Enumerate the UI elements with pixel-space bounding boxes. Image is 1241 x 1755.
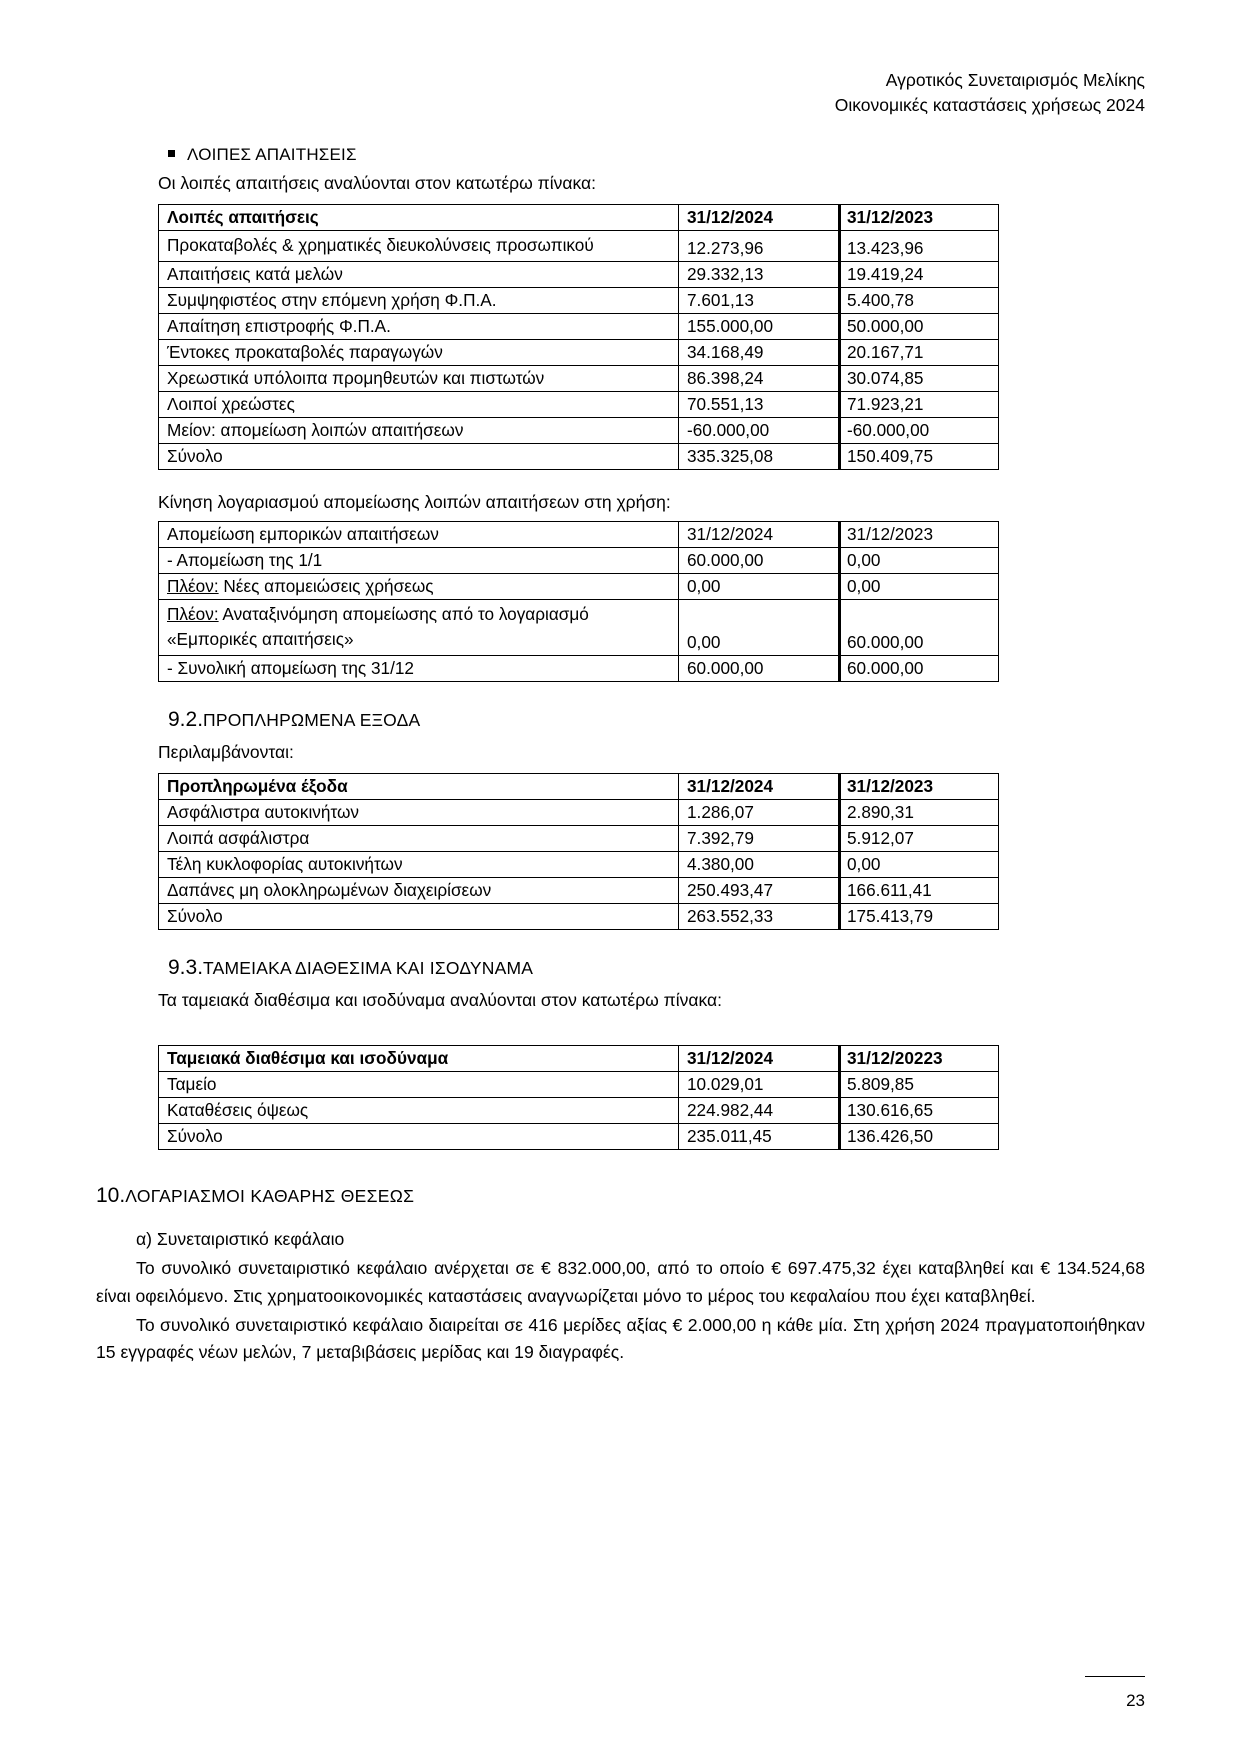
table-impairment: [158, 521, 999, 683]
table-row: [159, 391, 999, 417]
row-value-2023: 5.912,07: [839, 826, 999, 852]
table-header-row: [159, 204, 999, 230]
row-label: [159, 599, 679, 656]
table-row: [159, 417, 999, 443]
section-number: 10.: [96, 1184, 126, 1208]
col-header-label: Προπληρωμένα έξοδα: [159, 774, 679, 800]
paragraph-capital-1: Το συνολικό συνεταιριστικό κεφάλαιο ανέρχεται σε € 832.000,00, από το οποίο € 697.475,32 έχει καταβληθεί και € 134.524,68 είναι οφειλόμενο. Στις χρηματοοικονομικές καταστάσεις αναγνωρίζεται μόνο το μέρος του κεφαλαίου που έχει καταβληθεί.: [96, 1258, 1145, 1306]
row-value-2024: 155.000,00: [679, 313, 839, 339]
row-value-2024: 1.286,07: [679, 800, 839, 826]
row-label: Λοιπά ασφάλιστρα: [159, 826, 679, 852]
row-value-2024: 34.168,49: [679, 339, 839, 365]
row-value-2023: 166.611,41: [839, 878, 999, 904]
row-value-2024: 12.273,96: [679, 230, 839, 261]
table-row: [159, 826, 999, 852]
row-value-2024: 224.982,44: [679, 1098, 839, 1124]
row-label: Έντοκες προκαταβολές παραγωγών: [159, 339, 679, 365]
table-row: [159, 230, 999, 261]
table-other-receivables: [158, 204, 999, 470]
row-value-2024: 29.332,13: [679, 261, 839, 287]
col-header-2023: 31/12/2023: [839, 521, 999, 547]
row-label-text: Αναταξινόμηση απομείωσης από το λογαριασμό «Εμπορικές απαιτήσεις»: [167, 603, 589, 650]
col-header-2024: 31/12/2024: [679, 1046, 839, 1072]
row-label: Τέλη κυκλοφορίας αυτοκινήτων: [159, 852, 679, 878]
row-value-2024: 10.029,01: [679, 1072, 839, 1098]
row-label: Σύνολο: [159, 904, 679, 930]
col-header-2024: 31/12/2024: [679, 521, 839, 547]
table-row: [159, 573, 999, 599]
row-label: Σύνολο: [159, 443, 679, 469]
impairment-intro: Κίνηση λογαριασμού απομείωσης λοιπών απαιτήσεων στη χρήση:: [158, 491, 671, 512]
section-number: 9.3.: [168, 956, 204, 980]
section-number: 9.2.: [168, 708, 204, 732]
row-value-2023: 5.809,85: [839, 1072, 999, 1098]
row-value-2024: 70.551,13: [679, 391, 839, 417]
row-value-2023: 0,00: [839, 573, 999, 599]
row-label-text: Νέες απομειώσεις χρήσεως: [218, 575, 434, 596]
page-number: 23: [1126, 1691, 1145, 1710]
table-header-row: [159, 521, 999, 547]
row-value-2024: 86.398,24: [679, 365, 839, 391]
header-line-2: Οικονομικές καταστάσεις χρήσεως 2024: [834, 95, 1145, 116]
section-9-2-intro: Περιλαμβάνονται:: [158, 742, 294, 763]
row-label-text: - Απομείωση της 1/1: [167, 549, 323, 570]
table-row-total: [159, 656, 999, 682]
table-row: [159, 547, 999, 573]
row-label: Ασφάλιστρα αυτοκινήτων: [159, 800, 679, 826]
section-heading-10: [96, 1184, 1145, 1208]
row-label-prefix: Πλέον:: [167, 603, 219, 624]
row-value-2024: 60.000,00: [679, 656, 839, 682]
header-line-1: Αγροτικός Συνεταιρισμός Μελίκης: [885, 70, 1145, 90]
section-title: ΠΡΟΠΛΗΡΩΜΕΝΑ ΕΞΟΔΑ: [203, 710, 421, 731]
col-header-label: Λοιπές απαιτήσεις: [159, 204, 679, 230]
col-header-2024: 31/12/2024: [679, 204, 839, 230]
row-label: Χρεωστικά υπόλοιπα προμηθευτών και πιστωτών: [159, 365, 679, 391]
row-label: Καταθέσεις όψεως: [159, 1098, 679, 1124]
table-row: [159, 800, 999, 826]
col-header-2023: 31/12/2023: [839, 204, 999, 230]
row-value-2024: 7.601,13: [679, 287, 839, 313]
section-9-3-intro: Τα ταμειακά διαθέσιμα και ισοδύναμα αναλύονται στον κατωτέρω πίνακα:: [158, 990, 723, 1011]
table-row: [159, 1098, 999, 1124]
row-value-2024: 0,00: [679, 573, 839, 599]
bullet-heading-label: ΛΟΙΠΕΣ ΑΠΑΙΤΗΣΕΙΣ: [187, 144, 357, 164]
row-label: Συμψηφιστέος στην επόμενη χρήση Φ.Π.Α.: [159, 287, 679, 313]
row-value-2024: 7.392,79: [679, 826, 839, 852]
bullet-heading-other-receivables: [168, 145, 1145, 165]
row-value-2023: -60.000,00: [839, 417, 999, 443]
row-value-2023: 5.400,78: [839, 287, 999, 313]
row-value-2023: 19.419,24: [839, 261, 999, 287]
row-value-2023: 130.616,65: [839, 1098, 999, 1124]
footer-divider: [1085, 1676, 1145, 1677]
row-value-2024: 235.011,45: [679, 1124, 839, 1150]
row-label: [159, 573, 679, 599]
row-value-2023: 0,00: [839, 547, 999, 573]
row-value-2023: 0,00: [839, 852, 999, 878]
row-label: Σύνολο: [159, 1124, 679, 1150]
bullet-square-icon: [168, 150, 175, 157]
table-row: [159, 261, 999, 287]
row-value-2023: 136.426,50: [839, 1124, 999, 1150]
row-value-2023: 60.000,00: [839, 656, 999, 682]
row-value-2024: 335.325,08: [679, 443, 839, 469]
table-row-total: [159, 1124, 999, 1150]
col-header-label: Απομείωση εμπορικών απαιτήσεων: [159, 521, 679, 547]
row-value-2024: 263.552,33: [679, 904, 839, 930]
row-value-2023: 20.167,71: [839, 339, 999, 365]
row-label-prefix: Πλέον:: [167, 575, 219, 596]
row-label: Μείον: απομείωση λοιπών απαιτήσεων: [159, 417, 679, 443]
paragraph-capital-2: Το συνολικό συνεταιριστικό κεφάλαιο διαιρείται σε 416 μερίδες αξίας € 2.000,00 η κάθε μία. Στη χρήση 2024 πραγματοποιήθηκαν 15 εγγραφές νέων μελών, 7 μεταβιβάσεις μερίδας και 19 διαγραφές.: [96, 1314, 1145, 1363]
row-value-2023: 60.000,00: [839, 599, 999, 656]
row-value-2023: 175.413,79: [839, 904, 999, 930]
table-row: [159, 852, 999, 878]
row-label: Απαίτηση επιστροφής Φ.Π.Α.: [159, 313, 679, 339]
row-value-2024: 0,00: [679, 599, 839, 656]
row-label: Απαιτήσεις κατά μελών: [159, 261, 679, 287]
row-value-2024: 60.000,00: [679, 547, 839, 573]
table-row: [159, 339, 999, 365]
subsection-a-label: α) Συνεταιριστικό κεφάλαιο: [136, 1229, 345, 1250]
row-label: Δαπάνες μη ολοκληρωμένων διαχειρίσεων: [159, 878, 679, 904]
col-header-2023: 31/12/20223: [839, 1046, 999, 1072]
row-value-2023: 2.890,31: [839, 800, 999, 826]
table-row-total: [159, 443, 999, 469]
row-label-text: - Συνολική απομείωση της 31/12: [167, 658, 414, 679]
row-value-2024: 250.493,47: [679, 878, 839, 904]
section-title: ΤΑΜΕΙΑΚΑ ΔΙΑΘΕΣΙΜΑ ΚΑΙ ΙΣΟΔΥΝΑΜΑ: [203, 958, 534, 979]
row-label: [159, 547, 679, 573]
row-value-2024: 4.380,00: [679, 852, 839, 878]
section-heading-9-2: [168, 708, 1145, 732]
row-value-2023: 30.074,85: [839, 365, 999, 391]
col-header-2024: 31/12/2024: [679, 774, 839, 800]
table-row: [159, 878, 999, 904]
row-value-2023: 13.423,96: [839, 230, 999, 261]
table-row-total: [159, 904, 999, 930]
row-value-2023: 71.923,21: [839, 391, 999, 417]
page-header: [96, 68, 1145, 119]
other-receivables-intro: Οι λοιπές απαιτήσεις αναλύονται στον κατωτέρω πίνακα:: [158, 172, 597, 193]
row-label: Προκαταβολές & χρηματικές διευκολύνσεις προσωπικού: [159, 230, 679, 261]
row-label: Ταμείο: [159, 1072, 679, 1098]
section-title: ΛΟΓΑΡΙΑΣΜΟΙ ΚΑΘΑΡΗΣ ΘΕΣΕΩΣ: [125, 1186, 415, 1207]
col-header-2023: 31/12/2023: [839, 774, 999, 800]
row-label: Λοιποί χρεώστες: [159, 391, 679, 417]
table-header-row: [159, 1046, 999, 1072]
row-value-2023: 50.000,00: [839, 313, 999, 339]
row-label: [159, 656, 679, 682]
table-row: [159, 313, 999, 339]
table-cash-equivalents: [158, 1045, 999, 1150]
table-row: [159, 365, 999, 391]
table-row: [159, 1072, 999, 1098]
table-row: [159, 287, 999, 313]
table-header-row: [159, 774, 999, 800]
col-header-label: Ταμειακά διαθέσιμα και ισοδύναμα: [159, 1046, 679, 1072]
table-prepaid-expenses: [158, 773, 999, 930]
table-row: [159, 599, 999, 656]
section-heading-9-3: [168, 956, 1145, 980]
row-value-2024: -60.000,00: [679, 417, 839, 443]
row-value-2023: 150.409,75: [839, 443, 999, 469]
